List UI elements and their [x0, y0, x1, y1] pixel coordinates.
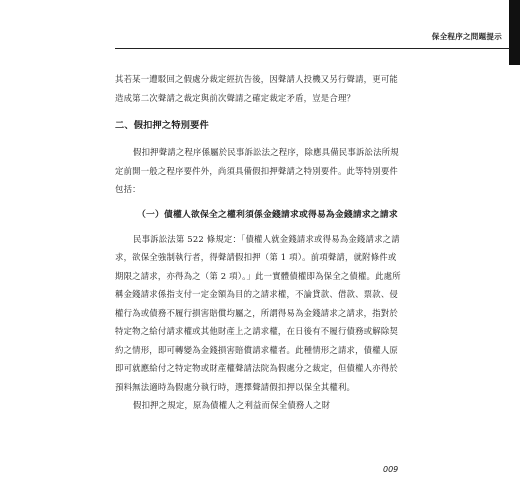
page-edge-tab — [509, 0, 520, 65]
sub-heading: （一）債權人欲保全之權利須係金錢請求或得易為金錢請求之請求 — [137, 209, 398, 220]
header-rule — [115, 48, 510, 49]
paragraph-article-522: 民事訴訟法第 522 條規定：「債權人就金錢請求或得易為金錢請求之請求，欲保全強制執行者，得聲請假扣押（第 1 項）。前項聲請，就附條件或期限之請求，亦得為之（第 2 項）。」此一實體債權即為保全之債權。此處所稱金錢請求係指支付一定金額為目的之請求權，不論貸款、借款、票款、侵權行為或債務不履行損害賠償均屬之，所謂得易為金錢請求之請求，指對於特定物之給付請求權或其他財產上之請求權，在日後有不履行債務或解除契約之情形，即可轉變為金錢損害賠償請求權者。此種情形之請求，債權人原即可就應給付之特定物或財產權聲請法院為假處分之裁定，但債權人亦得於預料無法適時為假處分執行時，選擇聲請假扣押以保全其權利。 — [115, 233, 401, 392]
page-number: 009 — [383, 465, 399, 474]
paragraph-top: 其若某一遭駁回之假處分裁定經抗告後，因聲請人投機又另行聲請，更可能造成第二次聲請之裁定與前次聲請之確定裁定矛盾，豈是合理？ — [115, 74, 398, 103]
paragraph-intro: 假扣押聲請之程序係屬於民事訴訟法之程序，除應具備民事訴訟法所規定前開一般之程序要件外，尚須具備假扣押聲請之特別要件。此等特別要件包括： — [115, 147, 399, 194]
paragraph-bottom: 假扣押之規定，原為債權人之利益而保全債務人之財 — [133, 400, 331, 410]
page-body — [115, 70, 403, 415]
section-heading: 二、假扣押之特別要件 — [115, 120, 209, 131]
running-header: 保全程序之問題提示 — [431, 32, 502, 41]
